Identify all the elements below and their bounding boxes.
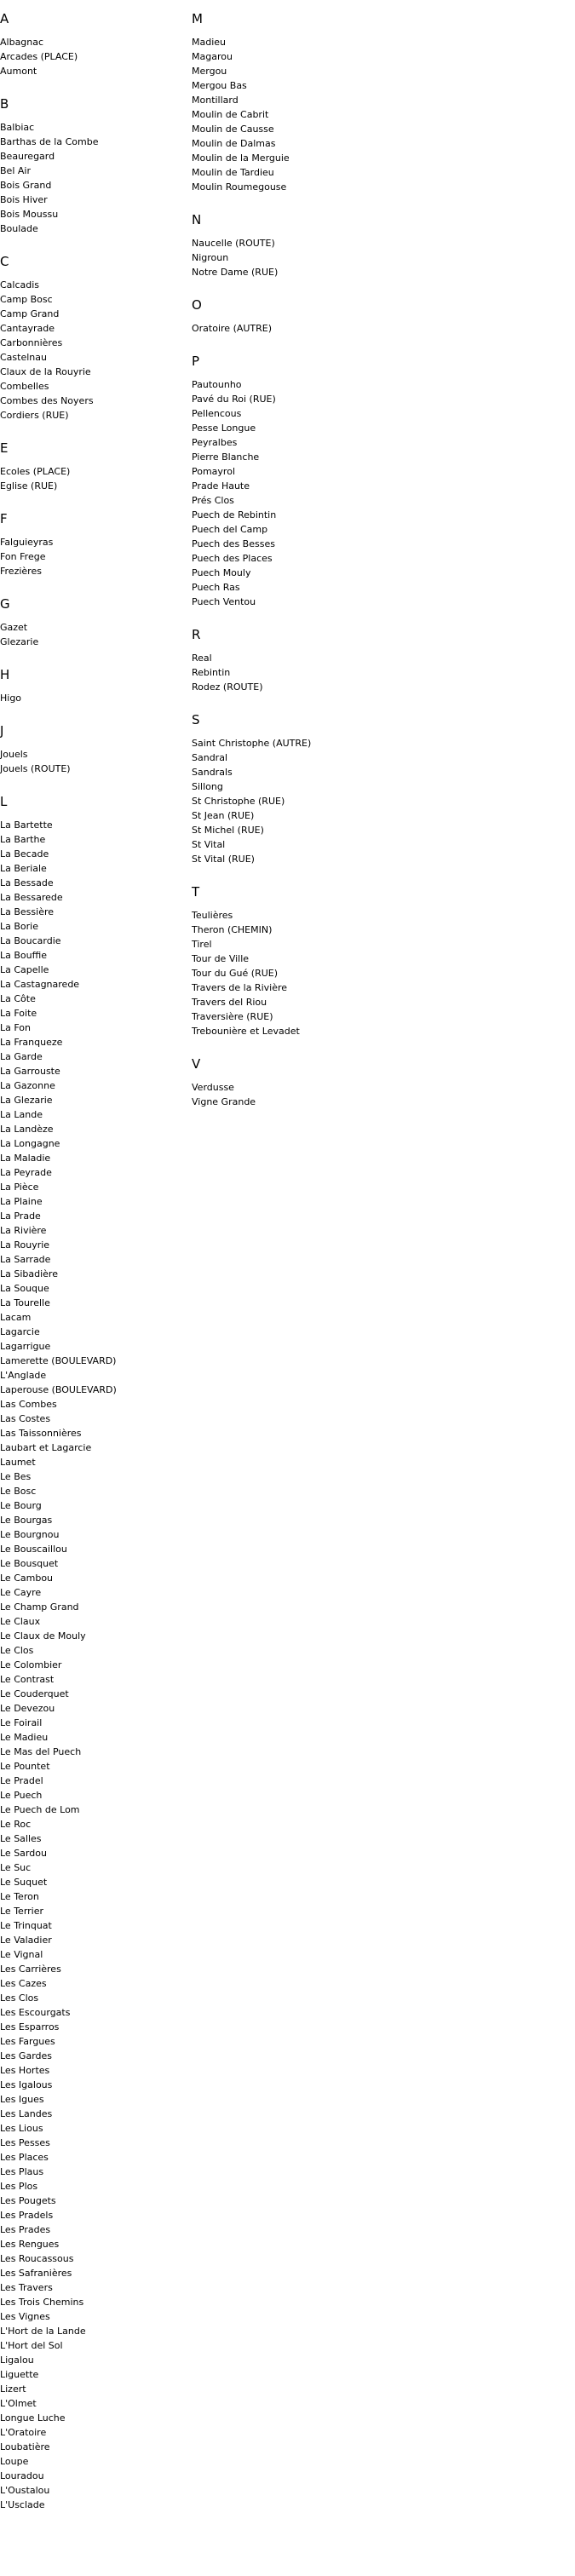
letter-group-v <box>192 1056 379 1109</box>
street-list-item[interactable]: Bois Hiver <box>0 194 48 205</box>
street-list-item[interactable]: Lacam <box>0 1312 32 1323</box>
letter-heading: N <box>192 212 202 227</box>
street-list-item[interactable]: La Borie <box>0 921 38 932</box>
street-list <box>0 747 187 776</box>
street-list-item[interactable]: Carbonnières <box>0 337 63 348</box>
street-list-item[interactable]: Le Suquet <box>0 1877 48 1888</box>
street-list-item[interactable]: La Rouyrie <box>0 1239 50 1251</box>
street-list-item[interactable]: Puech de Rebintin <box>192 509 277 520</box>
street-list-item[interactable]: Moulin de Causse <box>192 124 274 135</box>
street-list-item[interactable]: Le Roc <box>0 1819 32 1830</box>
street-list-item[interactable]: Le Bousquet <box>0 1558 59 1569</box>
letter-group-n <box>192 212 379 279</box>
letter-group-b <box>0 96 187 236</box>
letter-group-e <box>0 440 187 493</box>
letter-heading: F <box>0 511 8 526</box>
letter-heading: L <box>0 794 8 809</box>
street-list-item[interactable]: La Glezarie <box>0 1095 53 1106</box>
street-list <box>192 35 379 194</box>
street-list-item[interactable]: Verdusse <box>192 1082 234 1093</box>
street-list <box>0 278 187 423</box>
street-list-item[interactable]: Barthas de la Combe <box>0 136 99 147</box>
letter-heading: H <box>0 667 10 682</box>
street-list-item[interactable]: Arcades (PLACE) <box>0 51 78 62</box>
street-list <box>0 620 187 649</box>
street-list-item[interactable]: Les Travers <box>0 2282 53 2293</box>
letter-group-g <box>0 596 187 649</box>
street-list-item[interactable]: Higo <box>0 693 22 704</box>
street-list-item[interactable]: La Franqueze <box>0 1037 63 1048</box>
street-list-item[interactable]: Le Claux <box>0 1616 41 1627</box>
street-list-item[interactable]: Les Plos <box>0 2181 38 2192</box>
street-list-item[interactable]: Saint Christophe (AUTRE) <box>192 738 312 749</box>
street-list-item[interactable]: Les Plaus <box>0 2166 44 2177</box>
letter-group-l <box>0 794 187 2512</box>
street-list-item[interactable]: Puech des Places <box>192 553 273 564</box>
letter-group-s <box>192 712 379 866</box>
street-list-item[interactable]: La Beriale <box>0 863 47 874</box>
street-list-item[interactable]: Las Costes <box>0 1413 51 1424</box>
street-list-item[interactable]: Lagarrigue <box>0 1341 51 1352</box>
street-list-item[interactable]: La Bessarede <box>0 892 63 903</box>
street-list-item[interactable]: La Peyrade <box>0 1167 52 1178</box>
street-list-item[interactable]: Laubart et Lagarcie <box>0 1442 92 1453</box>
street-list-item[interactable]: Glezarie <box>0 636 39 647</box>
street-list-item[interactable]: La Longagne <box>0 1138 60 1149</box>
street-list-item[interactable]: La Souque <box>0 1283 49 1294</box>
street-list-item[interactable]: Le Bes <box>0 1471 32 1482</box>
street-list-item[interactable]: Le Pradel <box>0 1775 43 1786</box>
street-list <box>192 736 379 866</box>
street-list-item[interactable]: Le Vignal <box>0 1949 43 1960</box>
street-list-item[interactable]: Les Trois Chemins <box>0 2297 84 2308</box>
street-list <box>192 1080 379 1109</box>
street-list-item[interactable]: Le Valadier <box>0 1935 52 1946</box>
street-list-item[interactable]: Prés Clos <box>192 495 234 506</box>
street-list-item[interactable]: Puech Ras <box>192 582 240 593</box>
street-list-item[interactable]: Beauregard <box>0 151 55 162</box>
street-list-item[interactable]: Pierre Blanche <box>192 451 260 463</box>
street-list <box>0 120 187 236</box>
street-list-item[interactable]: Prade Haute <box>192 480 250 492</box>
street-list-item[interactable]: Le Couderquet <box>0 1688 69 1699</box>
street-list-item[interactable]: La Sarrade <box>0 1254 51 1265</box>
street-list-item[interactable]: Les Clos <box>0 1992 39 2004</box>
street-list-item[interactable]: Sandrals <box>192 767 233 778</box>
street-list <box>0 691 187 705</box>
street-list-item[interactable]: Aumont <box>0 66 37 77</box>
street-list-item[interactable]: La Prade <box>0 1210 41 1222</box>
street-list <box>192 377 379 609</box>
street-list-item[interactable]: Le Champ Grand <box>0 1601 79 1613</box>
street-list-item[interactable]: Fon Frege <box>0 551 46 562</box>
letter-group-o <box>192 297 379 336</box>
street-list-item[interactable]: Sillong <box>192 781 223 792</box>
street-list-item[interactable]: Laperouse (BOULEVARD) <box>0 1384 117 1395</box>
street-list-item[interactable]: La Landèze <box>0 1124 54 1135</box>
street-list-item[interactable]: L'Olmet <box>0 2398 37 2409</box>
street-list-item[interactable]: Madieu <box>192 37 227 48</box>
street-list-item[interactable]: Combes des Noyers <box>0 395 94 406</box>
street-list-item[interactable]: Les Escourgats <box>0 2007 71 2018</box>
street-list-item[interactable]: Boulade <box>0 223 38 234</box>
street-list-item[interactable]: La Boucardie <box>0 935 61 946</box>
letter-group-f <box>0 511 187 578</box>
street-list-item[interactable]: Le Sardou <box>0 1848 47 1859</box>
street-list-item[interactable]: Las Taissonnières <box>0 1428 82 1439</box>
street-list-item[interactable]: L'Oratoire <box>0 2427 47 2438</box>
street-list-item[interactable]: St Vital (RUE) <box>192 854 255 865</box>
street-list-item[interactable]: Pellencous <box>192 408 242 419</box>
street-list-item[interactable]: Lizert <box>0 2383 26 2395</box>
street-list-item[interactable]: Le Contrast <box>0 1674 55 1685</box>
street-list-item[interactable]: Magarou <box>192 51 233 62</box>
street-list-item[interactable]: La Plaine <box>0 1196 43 1207</box>
street-list-item[interactable]: Pomayrol <box>192 466 236 477</box>
street-list-item[interactable]: Les Hortes <box>0 2065 50 2076</box>
street-list-item[interactable]: La Garde <box>0 1051 43 1062</box>
street-list-item[interactable]: Le Clos <box>0 1645 34 1656</box>
letter-heading: J <box>0 723 4 739</box>
street-list-item[interactable]: St Jean (RUE) <box>192 810 255 821</box>
street-list-item[interactable]: Combelles <box>0 381 49 392</box>
street-list-item[interactable]: Real <box>192 653 212 664</box>
street-list <box>192 236 379 279</box>
street-list-item[interactable]: Le Claux de Mouly <box>0 1630 86 1642</box>
letter-heading: O <box>192 297 202 313</box>
street-list-item[interactable]: Le Foirail <box>0 1717 43 1728</box>
street-list-item[interactable]: Cordiers (RUE) <box>0 410 69 421</box>
street-list-item[interactable]: Puech Ventou <box>192 596 256 607</box>
street-list-item[interactable]: La Tourelle <box>0 1297 50 1308</box>
street-list <box>0 464 187 493</box>
street-list-item[interactable]: Le Pountet <box>0 1761 50 1772</box>
street-list-item[interactable]: Le Bosc <box>0 1486 37 1497</box>
street-list-item[interactable]: Le Suc <box>0 1862 32 1873</box>
letter-group-c <box>0 254 187 423</box>
street-list-item[interactable]: Le Colombier <box>0 1659 62 1670</box>
street-list-item[interactable]: Les Safranières <box>0 2268 72 2279</box>
street-list-item[interactable]: Bois Moussu <box>0 209 59 220</box>
street-list-item[interactable]: Moulin Roumegouse <box>192 181 287 193</box>
letter-heading: S <box>192 712 200 727</box>
street-list-item[interactable]: Trebounière et Levadet <box>192 1026 300 1037</box>
street-list-item[interactable]: Castelnau <box>0 352 47 363</box>
street-list-item[interactable]: Jouels <box>0 749 28 760</box>
street-list-item[interactable]: La Castagnarede <box>0 979 80 990</box>
letter-group-a <box>0 11 187 78</box>
street-list-item[interactable]: Le Bourgnou <box>0 1529 60 1540</box>
street-list-item[interactable]: Calcadis <box>0 279 40 290</box>
street-list-item[interactable]: Le Teron <box>0 1891 39 1902</box>
street-list-item[interactable]: Falguieyras <box>0 537 54 548</box>
street-list <box>192 321 379 336</box>
street-list-item[interactable]: Rodez (ROUTE) <box>192 681 263 693</box>
street-list-item[interactable]: Moulin de Dalmas <box>192 138 276 149</box>
street-list-item[interactable]: La Pièce <box>0 1182 39 1193</box>
street-list-item[interactable]: Les Cazes <box>0 1978 47 1989</box>
street-list-item[interactable]: La Becade <box>0 848 49 860</box>
street-list-item[interactable]: Peyralbes <box>192 437 238 448</box>
street-list-item[interactable]: Loupe <box>0 2456 29 2467</box>
street-list-item[interactable]: La Garrouste <box>0 1066 60 1077</box>
letter-group-p <box>192 354 379 609</box>
letter-heading: P <box>192 354 200 369</box>
street-list-item[interactable]: Loubatière <box>0 2441 50 2452</box>
street-list-item[interactable]: Le Mas del Puech <box>0 1746 82 1757</box>
street-list-item[interactable]: Albagnac <box>0 37 44 48</box>
street-list-item[interactable]: Claux de la Rouyrie <box>0 366 91 377</box>
street-list-item[interactable]: Les Pougets <box>0 2195 56 2206</box>
letter-heading: B <box>0 96 9 112</box>
street-list-item[interactable]: Lamerette (BOULEVARD) <box>0 1355 117 1366</box>
street-list-item[interactable]: La Lande <box>0 1109 43 1120</box>
street-list-item[interactable]: La Côte <box>0 993 36 1004</box>
street-list-item[interactable]: La Capelle <box>0 964 49 975</box>
street-list-item[interactable]: Notre Dame (RUE) <box>192 267 279 278</box>
street-list <box>0 535 187 578</box>
street-list-item[interactable]: Laumet <box>0 1457 36 1468</box>
street-index-column-right <box>192 11 379 1127</box>
street-list <box>192 908 379 1038</box>
street-list-item[interactable]: Louradou <box>0 2470 44 2481</box>
street-list-item[interactable]: Les Rengues <box>0 2239 60 2250</box>
street-list-item[interactable]: La Gazonne <box>0 1080 55 1091</box>
letter-heading: C <box>0 254 9 269</box>
street-list-item[interactable]: Jouels (ROUTE) <box>0 763 71 774</box>
street-list-item[interactable]: Camp Bosc <box>0 294 53 305</box>
street-list-item[interactable]: Oratoire (AUTRE) <box>192 323 273 334</box>
street-list-item[interactable]: Liguette <box>0 2369 39 2380</box>
street-list-item[interactable]: Ecoles (PLACE) <box>0 466 71 477</box>
street-index-column-left <box>0 11 187 2530</box>
street-list-item[interactable]: Naucelle (ROUTE) <box>192 238 275 249</box>
street-list-item[interactable]: Rebintin <box>192 667 231 678</box>
street-list-item[interactable]: Tirel <box>192 939 212 950</box>
street-list-item[interactable]: Le Bouscaillou <box>0 1544 67 1555</box>
street-list-item[interactable]: Puech Mouly <box>192 567 251 578</box>
street-list-item[interactable]: Les Landes <box>0 2108 53 2119</box>
street-list-item[interactable]: Le Cambou <box>0 1573 54 1584</box>
street-list-item[interactable]: Longue Luche <box>0 2412 66 2424</box>
street-list-item[interactable]: Le Madieu <box>0 1732 49 1743</box>
street-list-item[interactable]: La Rivière <box>0 1225 47 1236</box>
street-list-item[interactable]: La Foite <box>0 1008 37 1019</box>
street-list-item[interactable]: St Michel (RUE) <box>192 825 264 836</box>
street-list-item[interactable]: Les Vignes <box>0 2311 50 2322</box>
street-list-item[interactable]: La Barthe <box>0 834 46 845</box>
street-list-item[interactable]: Frezières <box>0 566 42 577</box>
street-list-item[interactable]: Pavé du Roi (RUE) <box>192 394 276 405</box>
street-list-item[interactable]: Les Places <box>0 2152 49 2163</box>
letter-heading: T <box>192 884 200 900</box>
street-list-item[interactable]: Moulin de Tardieu <box>192 167 274 178</box>
street-list-item[interactable]: Nigroun <box>192 252 229 263</box>
street-list-item[interactable]: Les Carrières <box>0 1964 61 1975</box>
street-list-item[interactable]: Moulin de la Merguie <box>192 152 290 164</box>
street-list-item[interactable]: Puech del Camp <box>192 524 268 535</box>
street-list-item[interactable]: Traversière (RUE) <box>192 1011 273 1022</box>
street-list-item[interactable]: Les Igalous <box>0 2079 53 2090</box>
letter-heading: E <box>0 440 9 456</box>
street-list-item[interactable]: Les Pesses <box>0 2137 50 2148</box>
street-list <box>192 651 379 694</box>
street-list-item[interactable]: Les Lious <box>0 2123 43 2134</box>
street-list-item[interactable]: Mergou <box>192 66 227 77</box>
street-list-item[interactable]: Les Prades <box>0 2224 51 2235</box>
street-list-item[interactable]: Tour de Ville <box>192 953 250 964</box>
street-list-item[interactable]: Le Puech de Lom <box>0 1804 80 1815</box>
street-list-item[interactable]: L'Oustalou <box>0 2485 50 2496</box>
street-list-item[interactable]: Sandral <box>192 752 227 763</box>
street-list-item[interactable]: La Maladie <box>0 1153 51 1164</box>
street-list-item[interactable]: St Vital <box>192 839 226 850</box>
street-list-item[interactable]: Tour du Gué (RUE) <box>192 968 279 979</box>
street-list-item[interactable]: Le Devezou <box>0 1703 55 1714</box>
street-list-item[interactable]: Pesse Longue <box>192 423 256 434</box>
letter-group-t <box>192 884 379 1038</box>
street-list-item[interactable]: La Bouffie <box>0 950 48 961</box>
street-list-item[interactable]: Moulin de Cabrit <box>192 109 269 120</box>
letter-group-j <box>0 723 187 776</box>
street-list-item[interactable]: Teulières <box>192 910 233 921</box>
letter-heading: G <box>0 596 10 612</box>
street-list-item[interactable]: Mergou Bas <box>192 80 247 91</box>
street-list-item[interactable]: L'Hort de la Lande <box>0 2326 86 2337</box>
street-list-item[interactable]: Eglise (RUE) <box>0 480 58 492</box>
street-list-item[interactable]: Balbiac <box>0 122 35 133</box>
street-list-item[interactable]: L'Hort del Sol <box>0 2340 63 2351</box>
street-list-item[interactable]: Las Combes <box>0 1399 57 1410</box>
street-list-item[interactable]: Cantayrade <box>0 323 55 334</box>
street-list-item[interactable]: La Bartette <box>0 819 53 831</box>
street-list-item[interactable]: Travers de la Rivière <box>192 982 288 993</box>
street-list-item[interactable]: Le Salles <box>0 1833 42 1844</box>
street-list-item[interactable]: La Bessière <box>0 906 55 917</box>
letter-group-h <box>0 667 187 705</box>
street-list-item[interactable]: Le Puech <box>0 1790 43 1801</box>
street-list-item[interactable]: L'Usclade <box>0 2499 45 2510</box>
letter-heading: M <box>192 11 203 26</box>
street-list-item[interactable]: Le Bourg <box>0 1500 42 1511</box>
street-list-item[interactable]: La Bessade <box>0 877 54 888</box>
street-list-item[interactable]: Travers del Riou <box>192 997 267 1008</box>
street-list-item[interactable]: Les Roucassous <box>0 2253 74 2264</box>
letter-group-m <box>192 11 379 194</box>
street-list <box>0 35 187 78</box>
street-list-item[interactable]: Le Cayre <box>0 1587 42 1598</box>
street-list-item[interactable]: Les Fargues <box>0 2036 55 2047</box>
street-list-item[interactable]: Vigne Grande <box>192 1096 256 1107</box>
street-list-item[interactable]: Montillard <box>192 95 239 106</box>
street-list-item[interactable]: Theron (CHEMIN) <box>192 924 273 935</box>
street-list-item[interactable]: Le Bourgas <box>0 1515 53 1526</box>
street-list-item[interactable]: St Christophe (RUE) <box>192 796 285 807</box>
letter-heading: V <box>192 1056 201 1072</box>
letter-heading: R <box>192 627 201 642</box>
street-list-item[interactable]: Lagarcie <box>0 1326 40 1337</box>
street-list-item[interactable]: Bel Air <box>0 165 31 176</box>
street-list-item[interactable]: Pautounho <box>192 379 242 390</box>
street-list <box>0 818 187 2512</box>
street-list-item[interactable]: L'Anglade <box>0 1370 47 1381</box>
street-list-item[interactable]: Le Terrier <box>0 1906 44 1917</box>
street-list-item[interactable]: Le Trinquat <box>0 1920 52 1931</box>
street-list-item[interactable]: Ligalou <box>0 2355 34 2366</box>
street-list-item[interactable]: Les Igues <box>0 2094 44 2105</box>
street-list-item[interactable]: Gazet <box>0 622 28 633</box>
street-list-item[interactable]: Les Pradels <box>0 2210 54 2221</box>
street-list-item[interactable]: Puech des Besses <box>192 538 275 549</box>
street-list-item[interactable]: Les Gardes <box>0 2050 53 2061</box>
street-list-item[interactable]: Bois Grand <box>0 180 52 191</box>
street-list-item[interactable]: Camp Grand <box>0 308 60 319</box>
letter-group-r <box>192 627 379 694</box>
street-list-item[interactable]: Les Esparros <box>0 2021 60 2033</box>
letter-heading: A <box>0 11 9 26</box>
street-list-item[interactable]: La Sibadière <box>0 1268 58 1279</box>
street-list-item[interactable]: La Fon <box>0 1022 32 1033</box>
